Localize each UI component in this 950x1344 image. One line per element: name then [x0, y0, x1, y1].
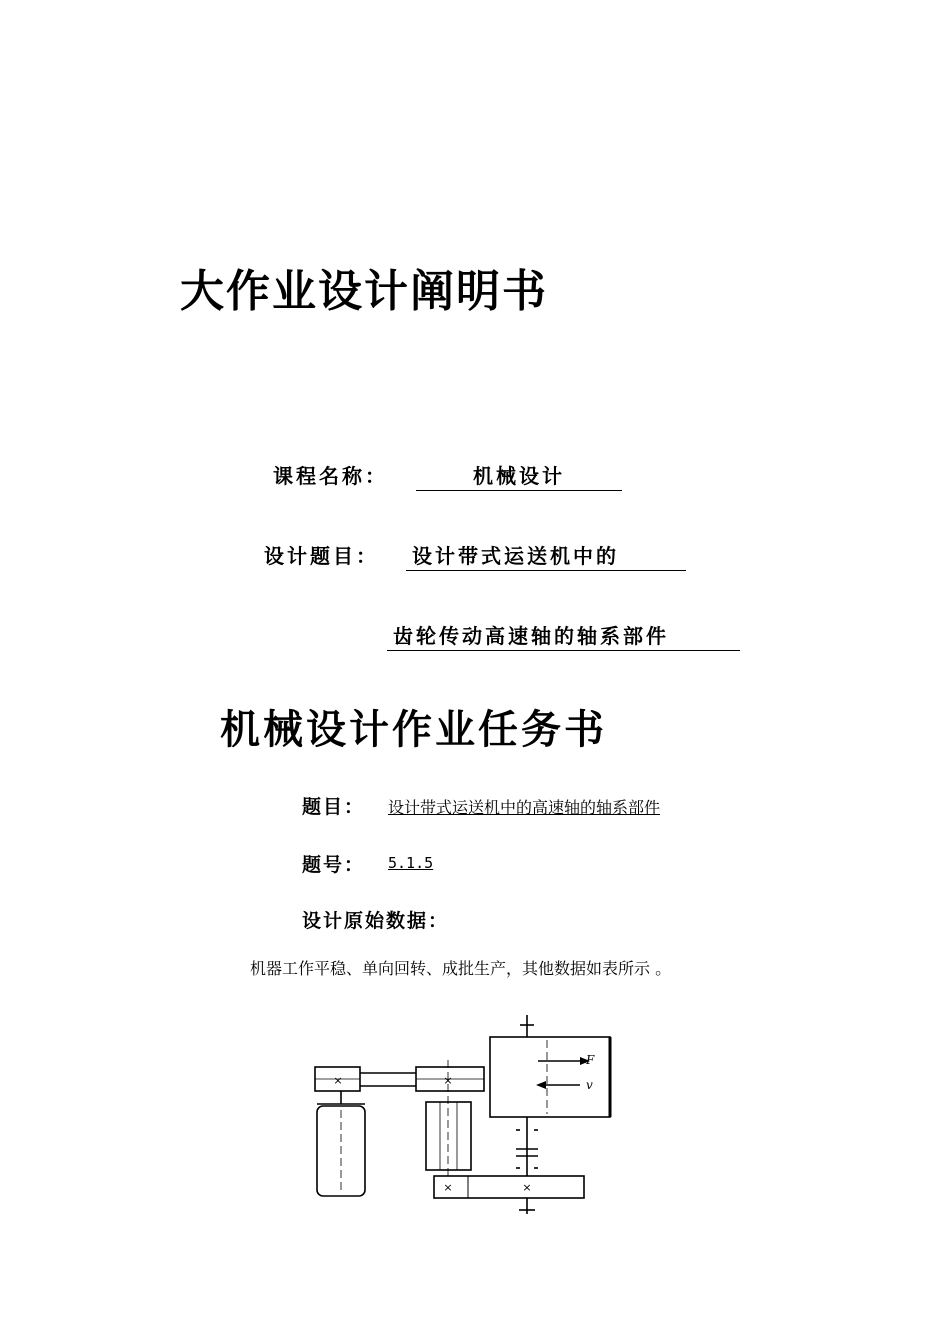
design-topic-label: 设计题目：: [264, 544, 379, 568]
gear-pair: [434, 1176, 584, 1198]
motor-pulley-marker: ×: [333, 1074, 343, 1087]
course-name-label: 课程名称：: [273, 464, 388, 488]
task-topic-value: 设计带式运送机中的高速轴的轴系部件: [388, 798, 661, 817]
driven-pulley-marker: ×: [443, 1074, 453, 1087]
document-title: 大作业设计阐明书: [180, 266, 548, 317]
design-topic-line2: 齿轮传动高速轴的轴系部件: [387, 620, 740, 651]
force-label: F: [586, 1053, 595, 1067]
velocity-label: v: [586, 1078, 593, 1092]
course-name-value: 机械设计: [416, 460, 622, 491]
design-data-description: 机器工作平稳、单向回转、成批生产，其他数据如表所示 。: [250, 959, 672, 978]
pinion-marker: ×: [443, 1181, 453, 1194]
transmission-diagram: [290, 1000, 650, 1240]
task-book-title: 机械设计作业任务书: [220, 707, 607, 753]
task-number-label: 题号：: [302, 854, 366, 876]
conveyor-drum: [490, 1037, 610, 1117]
task-topic-label: 题目：: [302, 796, 366, 818]
design-topic-line1: 设计带式运送机中的: [406, 540, 686, 571]
gear-marker: ×: [522, 1181, 532, 1194]
design-data-label: 设计原始数据：: [302, 910, 450, 932]
gear-housing: [426, 1102, 471, 1170]
task-number-value: 5.1.5: [388, 854, 434, 872]
